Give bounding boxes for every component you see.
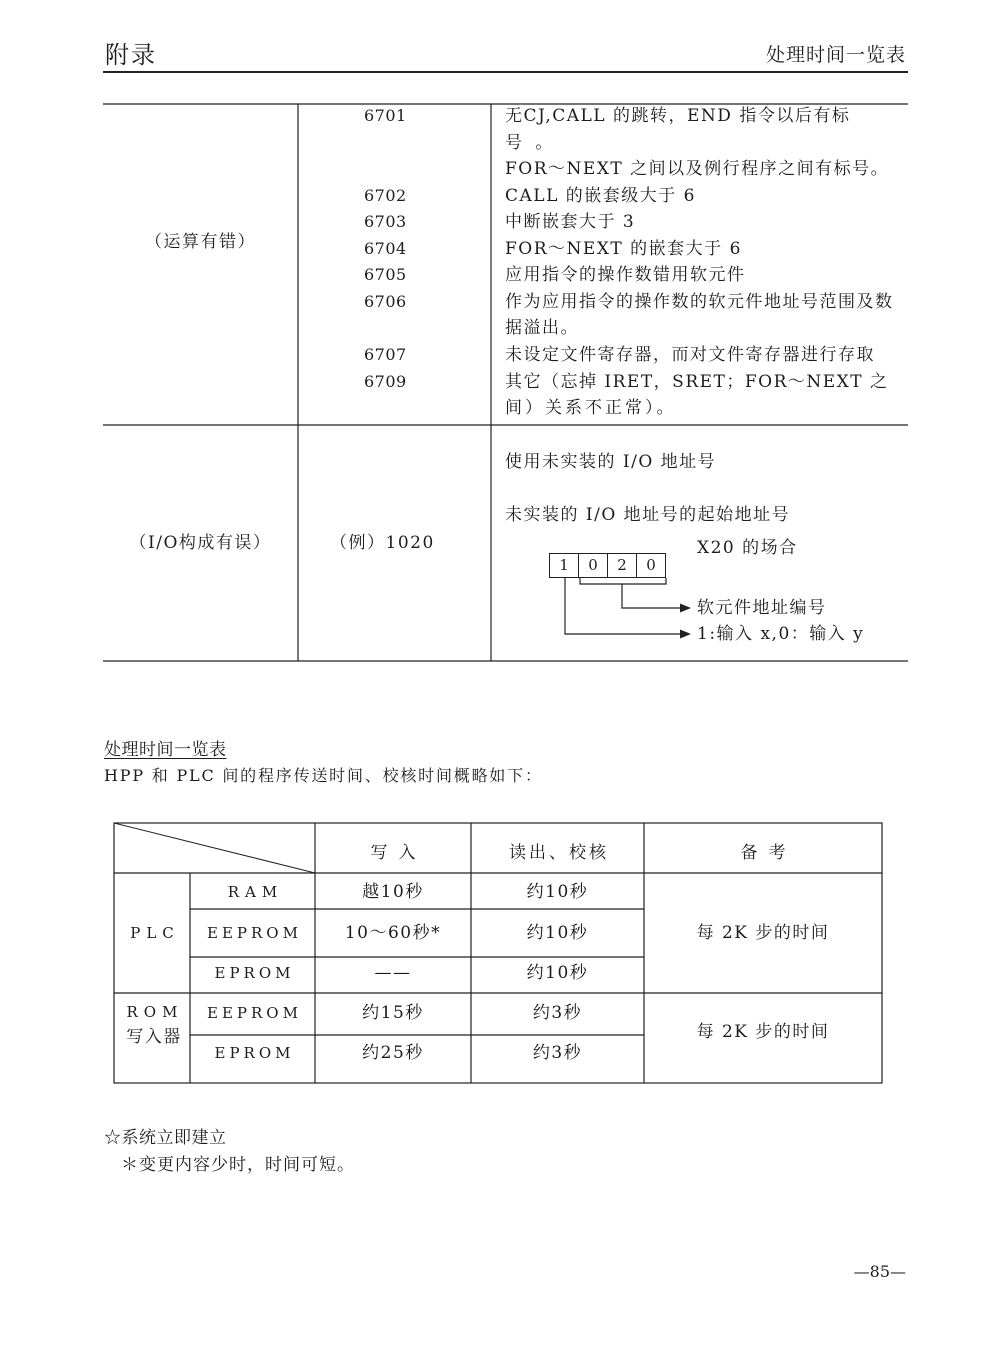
error-description: 中断嵌套大于 3 <box>505 212 636 232</box>
device-number-leader <box>622 584 682 608</box>
address-digit: 0 <box>578 553 608 578</box>
error-code: 6705 <box>364 265 407 284</box>
write-time: —— <box>374 963 412 983</box>
memory-type: EEPROM <box>207 1004 302 1022</box>
header-section-title: 处理时间一览表 <box>765 44 906 66</box>
error-category: （运算有错） <box>145 232 256 252</box>
column-header-read-verify: 读出、校核 <box>509 843 609 863</box>
column-header-remarks: 备考 <box>740 843 797 863</box>
error-description: 未实装的 I/O 地址号的起始地址号 <box>505 505 791 525</box>
error-code: 6702 <box>364 186 407 205</box>
error-description: CALL 的嵌套级大于 6 <box>505 186 696 206</box>
write-time: 约15秒 <box>362 1003 424 1023</box>
error-description: 据溢出。 <box>505 318 579 338</box>
error-description: FOR～NEXT 的嵌套大于 6 <box>505 239 742 259</box>
error-code: 6706 <box>364 292 407 311</box>
page-number: —85— <box>853 1262 906 1281</box>
error-description: 其它（忘掉 IRET，SRET；FOR～NEXT 之 <box>505 372 889 392</box>
device-number-arrowhead <box>680 604 691 613</box>
write-time: 越10秒 <box>362 882 424 902</box>
memory-type: EPROM <box>214 964 295 982</box>
error-description: 号 。 <box>505 133 557 153</box>
error-code: 6703 <box>364 212 407 231</box>
diagram-io-label: 1:输入 x,0：输入 y <box>697 624 865 644</box>
read-verify-time: 约3秒 <box>532 1003 583 1023</box>
error-description: 使用未实装的 I/O 地址号 <box>505 452 717 472</box>
read-verify-time: 约10秒 <box>526 963 589 983</box>
error-category: （I/O构成有误） <box>129 533 272 553</box>
read-verify-time: 约3秒 <box>532 1043 583 1063</box>
note-asterisk: ＊变更内容少时，时间可短。 <box>121 1155 355 1175</box>
digit-bracket <box>580 578 666 584</box>
remarks: 每 2K 步的时间 <box>696 923 830 943</box>
diagram-device-label: 软元件地址编号 <box>697 598 827 618</box>
error-code-example: （例）1020 <box>330 533 435 553</box>
read-verify-time: 约10秒 <box>526 923 589 943</box>
memory-type: EEPROM <box>207 924 302 942</box>
error-code: 6704 <box>364 239 407 258</box>
error-description: FOR～NEXT 之间以及例行程序之间有标号。 <box>505 159 890 179</box>
header-chapter: 附录 <box>105 41 157 69</box>
memory-type: EPROM <box>214 1044 295 1062</box>
group-label-writer: 写入器 <box>126 1027 182 1047</box>
remarks: 每 2K 步的时间 <box>696 1022 830 1042</box>
error-description: 应用指令的操作数错用软元件 <box>505 265 746 285</box>
read-verify-time: 约10秒 <box>526 882 589 902</box>
error-code: 6707 <box>364 345 407 364</box>
error-code: 6701 <box>364 106 407 125</box>
memory-type: RAM <box>227 883 284 901</box>
group-label-rom: ROM <box>126 1003 184 1021</box>
write-time: 10～60秒* <box>344 923 442 943</box>
address-digit: 0 <box>636 553 666 578</box>
column-header-write: 写入 <box>370 843 427 863</box>
group-label-plc: PLC <box>130 924 180 942</box>
error-description: 作为应用指令的操作数的软元件地址号范围及数 <box>505 292 894 312</box>
diagram-case-label: X20 的场合 <box>697 538 798 558</box>
io-type-arrowhead <box>680 630 691 639</box>
section-title: 处理时间一览表 <box>104 740 227 760</box>
error-code: 6709 <box>364 372 407 391</box>
error-description: 未设定文件寄存器，而对文件寄存器进行存取 <box>505 345 875 365</box>
time-table-header-diagonal <box>114 823 315 873</box>
io-type-leader <box>565 578 682 634</box>
address-digit: 1 <box>549 553 579 578</box>
write-time: 约25秒 <box>362 1043 424 1063</box>
note-star: ☆系统立即建立 <box>104 1128 227 1148</box>
error-description: 间）关系不正常）。 <box>505 398 677 418</box>
section-intro: HPP 和 PLC 间的程序传送时间、校核时间概略如下： <box>104 766 543 785</box>
address-digit: 2 <box>607 553 637 578</box>
error-description: 无CJ,CALL 的跳转，END 指令以后有标 <box>505 106 851 126</box>
